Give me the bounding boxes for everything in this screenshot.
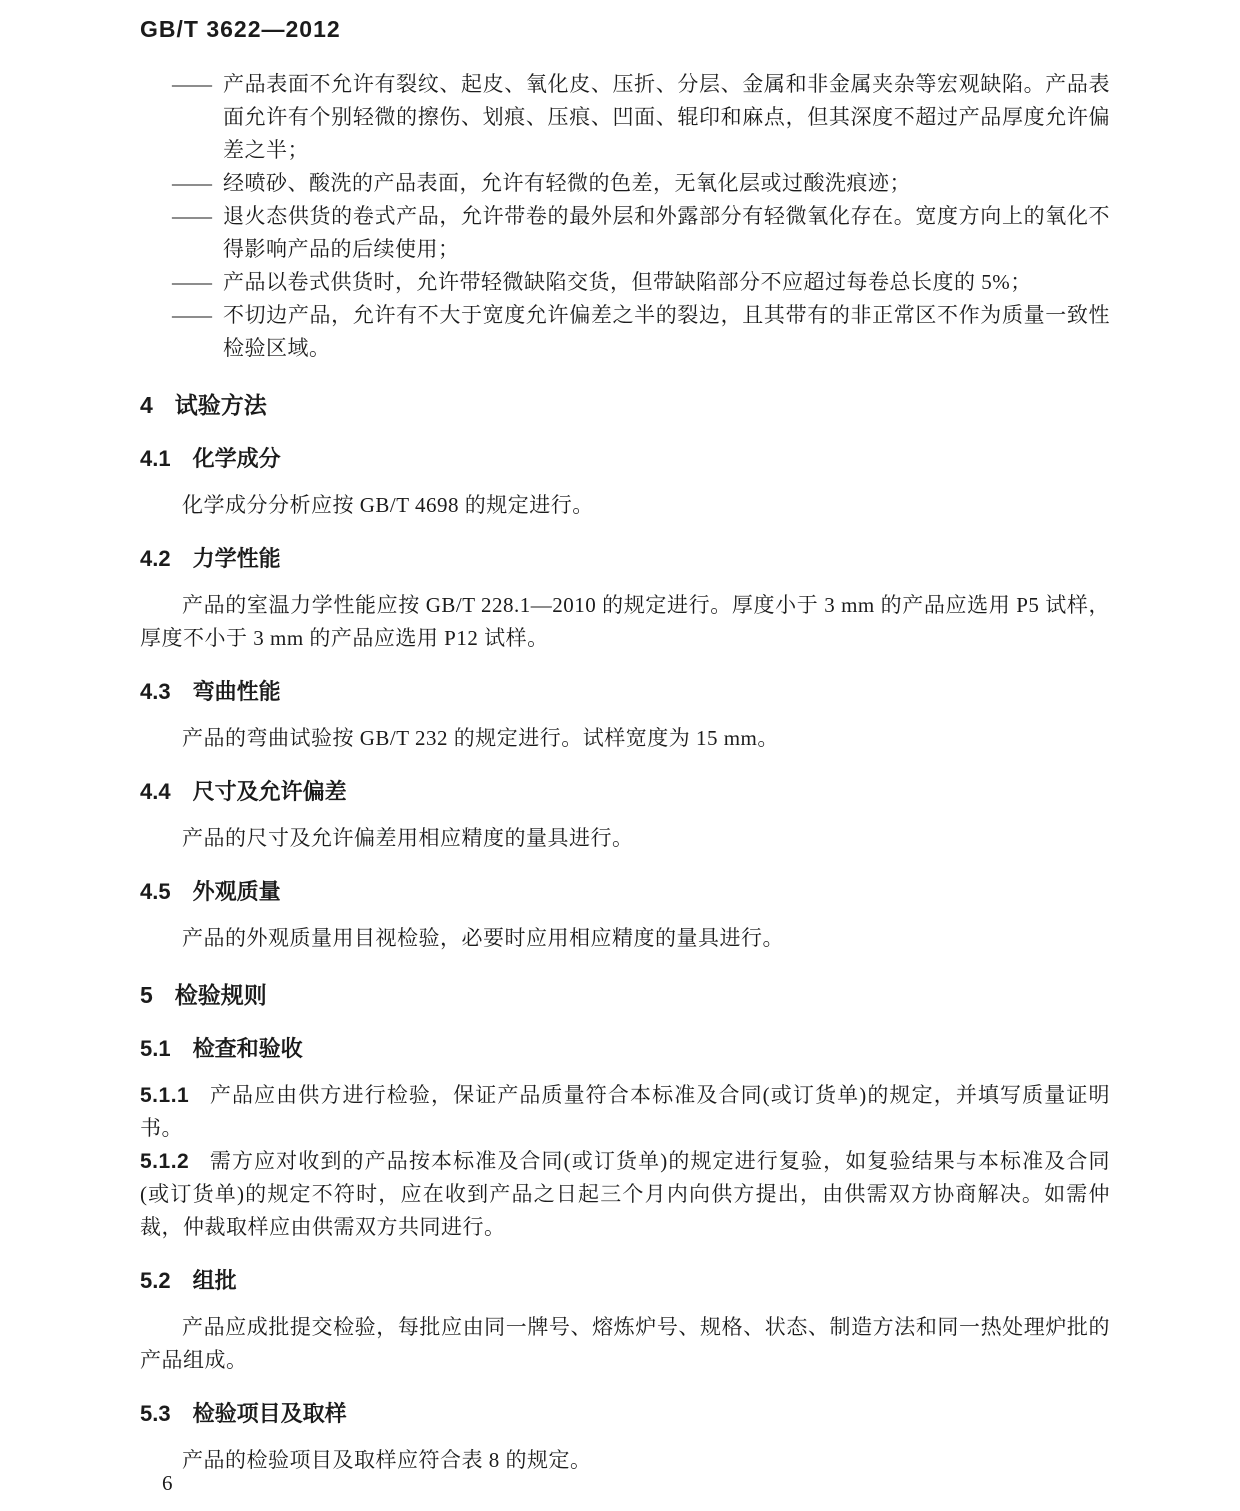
section-5-heading — [140, 979, 1110, 1012]
section-title: 外观质量 — [192, 879, 281, 904]
bullet-text: 产品以卷式供货时，允许带轻微缺陷交货，但带缺陷部分不应超过每卷总长度的 5%； — [223, 270, 1032, 294]
clause-5-1-1 — [140, 1079, 1110, 1145]
section-title: 力学性能 — [192, 546, 281, 571]
bullet-text: 经喷砂、酸洗的产品表面，允许有轻微的色差，无氧化层或过酸洗痕迹； — [223, 171, 911, 195]
surface-quality-bullet — [140, 68, 1110, 167]
section-4-3-paragraph: 产品的弯曲试验按 GB/T 232 的规定进行。试样宽度为 15 mm。 — [182, 726, 779, 750]
section-4-5-heading — [140, 875, 1110, 908]
section-number: 4.3 — [140, 679, 171, 704]
standard-code-header: GB/T 3622—2012 — [140, 16, 341, 42]
section-number: 4.2 — [140, 546, 171, 571]
surface-quality-bullet — [140, 200, 1110, 266]
em-dash-marker: —— — [172, 72, 210, 96]
section-5-3-heading — [140, 1397, 1110, 1430]
bullet-text: 不切边产品，允许有不大于宽度允许偏差之半的裂边，且其带有的非正常区不作为质量一致性检验区域。 — [223, 303, 1110, 360]
section-title: 弯曲性能 — [192, 679, 281, 704]
surface-quality-bullet — [140, 266, 1110, 299]
clause-5-1-2 — [140, 1145, 1110, 1244]
surface-quality-bullet — [140, 299, 1110, 365]
surface-quality-bullet-list — [140, 68, 1110, 365]
section-number: 5 — [140, 982, 153, 1008]
section-4-1-paragraph: 化学成分分析应按 GB/T 4698 的规定进行。 — [182, 493, 594, 517]
em-dash-marker: —— — [172, 204, 210, 228]
section-title: 化学成分 — [192, 446, 281, 471]
clause-number: 5.1.2 — [140, 1150, 190, 1173]
section-title: 检验项目及取样 — [192, 1401, 347, 1426]
section-5-2-heading — [140, 1264, 1110, 1297]
bullet-text: 退火态供货的卷式产品，允许带卷的最外层和外露部分有轻微氧化存在。宽度方向上的氧化不得影响产品的后续使用； — [223, 204, 1110, 261]
em-dash-marker: —— — [172, 303, 210, 327]
section-5-3-paragraph: 产品的检验项目及取样应符合表 8 的规定。 — [182, 1448, 592, 1472]
section-title: 组批 — [192, 1268, 237, 1293]
clause-text: 需方应对收到的产品按本标准及合同(或订货单)的规定进行复验，如复验结果与本标准及合同(或订货单)的规定不符时，应在收到产品之日起三个月内向供方提出，由供需双方协商解决。如需仲裁，仲裁取样应由供需双方共同进行。 — [140, 1149, 1110, 1239]
section-4-1-heading — [140, 442, 1110, 475]
em-dash-marker: —— — [172, 270, 210, 294]
section-title: 试验方法 — [174, 392, 267, 418]
clause-number: 5.1.1 — [140, 1084, 190, 1107]
section-4-3-heading — [140, 675, 1110, 708]
section-4-5-paragraph: 产品的外观质量用目视检验，必要时应用相应精度的量具进行。 — [182, 926, 784, 950]
em-dash-marker: —— — [172, 171, 210, 195]
section-4-heading — [140, 389, 1110, 422]
section-number: 4.5 — [140, 879, 171, 904]
section-5-2-paragraph: 产品应成批提交检验，每批应由同一牌号、熔炼炉号、规格、状态、制造方法和同一热处理炉批的产品组成。 — [140, 1315, 1110, 1372]
section-4-2-paragraph: 产品的室温力学性能应按 GB/T 228.1—2010 的规定进行。厚度小于 3 mm 的产品应选用 P5 试样，厚度不小于 3 mm 的产品应选用 P12 试样。 — [140, 593, 1110, 650]
section-title: 尺寸及允许偏差 — [192, 779, 347, 804]
surface-quality-bullet — [140, 167, 1110, 200]
section-number: 4.1 — [140, 446, 171, 471]
page-number: 6 — [162, 1471, 173, 1495]
section-number: 4 — [140, 392, 153, 418]
section-4-4-heading — [140, 775, 1110, 808]
section-title: 检查和验收 — [192, 1036, 303, 1061]
section-number: 4.4 — [140, 779, 171, 804]
section-number: 5.1 — [140, 1036, 171, 1061]
section-number: 5.2 — [140, 1268, 171, 1293]
section-5-1-heading — [140, 1032, 1110, 1065]
section-4-2-heading — [140, 542, 1110, 575]
section-4-4-paragraph: 产品的尺寸及允许偏差用相应精度的量具进行。 — [182, 826, 634, 850]
section-title: 检验规则 — [174, 982, 267, 1008]
clause-text: 产品应由供方进行检验，保证产品质量符合本标准及合同(或订货单)的规定，并填写质量证明书。 — [140, 1083, 1110, 1140]
bullet-text: 产品表面不允许有裂纹、起皮、氧化皮、压折、分层、金属和非金属夹杂等宏观缺陷。产品表面允许有个别轻微的擦伤、划痕、压痕、凹面、辊印和麻点，但其深度不超过产品厚度允许偏差之半； — [223, 72, 1110, 162]
section-number: 5.3 — [140, 1401, 171, 1426]
